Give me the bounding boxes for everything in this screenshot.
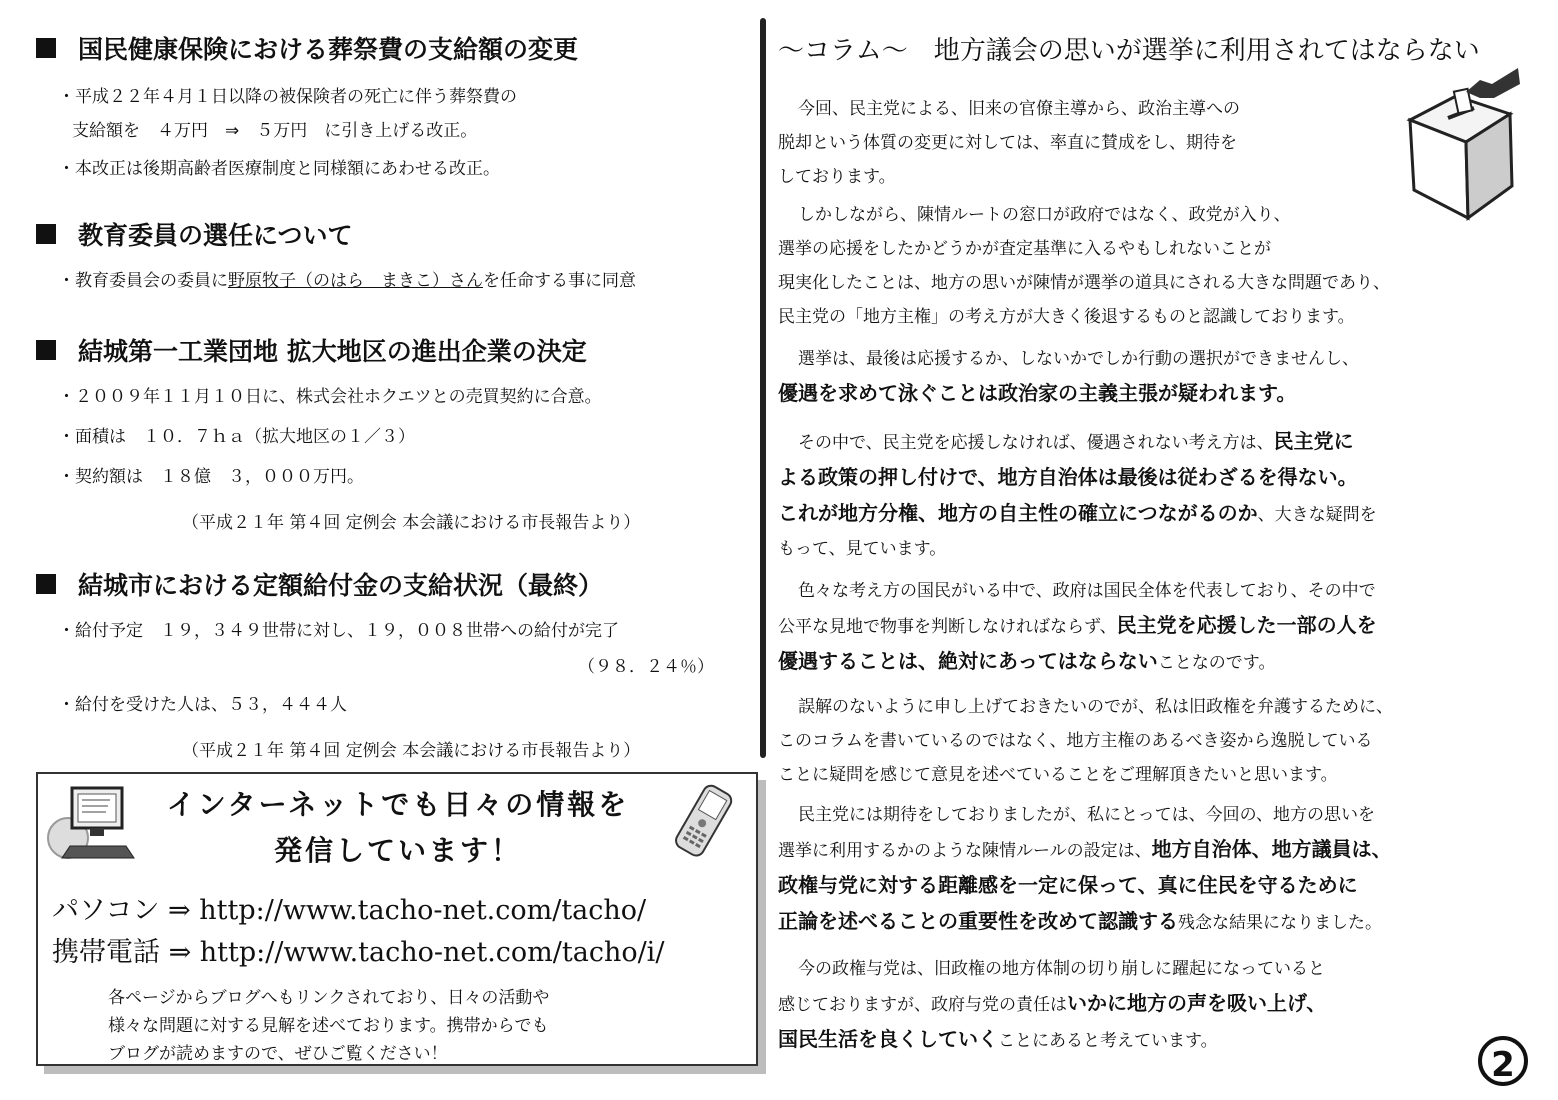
percentage-note: （９８．２４％） xyxy=(578,657,714,677)
section-heading-benefit: 結城市における定額給付金の支給状況（最終） xyxy=(36,566,603,602)
page-number: 2 xyxy=(1478,1036,1528,1086)
square-bullet-icon xyxy=(36,38,56,58)
column-paragraph-6: 誤解のないように申し上げておきたいのでが、私は旧政権を弁護するために、 このコラムを書いているのではなく、地方主権のあるべき姿から逸脱している ことに疑問を感じて意見を述べていることをご理解頂きたいと思います。 xyxy=(778,697,1393,785)
mobile-phone-icon xyxy=(664,782,744,862)
internet-info-box xyxy=(36,772,758,1066)
section-heading-funeral: 国民健康保険における葬祭費の支給額の変更 xyxy=(36,30,578,66)
list-item: ・２００９年１１月１０日に、株式会社ホクエツとの売買契約に合意。 xyxy=(58,387,602,407)
column-paragraph-4: その中で、民主党を応援しなければ、優遇されない考え方は、民主党に よる政策の押し付けで、地方自治体は最後は従わざるを得ない。 これが地方分権、地方の自主性の確立につながるのか、大きな疑問を もって、見ています。 xyxy=(778,429,1377,559)
internet-note: 各ページからブログへもリンクされており、日々の活動や 様々な問題に対する見解を述べております。携帯からでも ブログが読めますので、ぜひご覧ください！ xyxy=(108,988,550,1064)
column-paragraph-5: 色々な考え方の国民がいる中で、政府は国民全体を代表しており、その中で 公平な見地で物事を判断しなければならず、民主党を応援した一部の人を 優遇することは、絶対にあってはならないことなのです。 xyxy=(778,581,1377,673)
square-bullet-icon xyxy=(36,224,56,244)
source-note: （平成２１年 第４回 定例会 本会議における市長報告より） xyxy=(182,741,641,761)
mobile-url-link[interactable]: 携帯電話 ⇒ http://www.tacho-net.com/tacho/i/ xyxy=(52,937,665,968)
internet-title: インターネットでも日々の情報を 発信しています！ xyxy=(166,788,630,867)
computer-icon xyxy=(46,782,138,866)
column-title: ～コラム～ 地方議会の思いが選挙に利用されてはならない xyxy=(778,36,1480,66)
column-paragraph-1: 今回、民主党による、旧来の官僚主導から、政治主導への 脱却という体質の変更に対しては、率直に賛成をし、期待を しております。 xyxy=(778,99,1240,187)
column-paragraph-2: しかしながら、陳情ルートの窓口が政府ではなく、政党が入り、 選挙の応援をしたかどうかが査定基準に入るやもしれないことが 現実化したことは、地方の思いが陳情が選挙の道具にされる大きな問題であり、 民主党の「地方主権」の考え方が大きく後退するものと認識しております。 xyxy=(778,205,1390,327)
column-paragraph-7: 民主党には期待をしておりましたが、私にとっては、今回の、地方の思いを 選挙に利用するかのような陳情ルールの設定は、地方自治体、地方議員は、 政権与党に対する距離感を一定に保って、真に住民を守るために 正論を述べることの重要性を改めて認識する残念な結果になりました。 xyxy=(778,805,1392,933)
section-heading-industrial-park: 結城第一工業団地 拡大地区の進出企業の決定 xyxy=(36,332,587,368)
square-bullet-icon xyxy=(36,574,56,594)
column-paragraph-3: 選挙は、最後は応援するか、しないかでしか行動の選択ができませんし、 優遇を求めて泳ぐことは政治家の主義主張が疑われます。 xyxy=(778,349,1359,405)
list-item: ・給付を受けた人は、５３，４４４人 xyxy=(58,695,347,715)
column-divider xyxy=(760,18,766,758)
source-note: （平成２１年 第４回 定例会 本会議における市長報告より） xyxy=(182,513,641,533)
list-item: ・教育委員会の委員に野原牧子（のはら まきこ）さんを任命する事に同意 xyxy=(58,271,636,291)
column-paragraph-8: 今の政権与党は、旧政権の地方体制の切り崩しに躍起になっていると 感じておりますが、政府与党の責任はいかに地方の声を吸い上げ、 国民生活を良くしていくことにあると考えています。 xyxy=(778,959,1327,1051)
section-heading-education: 教育委員の選任について xyxy=(36,216,353,252)
list-item: ・本改正は後期高齢者医療制度と同様額にあわせる改正。 xyxy=(58,159,500,179)
list-item: ・給付予定 １９，３４９世帯に対し、１９，００８世帯への給付が完了 xyxy=(58,621,619,641)
list-item: ・契約額は １８億 ３，０００万円。 xyxy=(58,467,364,487)
list-item: ・平成２２年４月１日以降の被保険者の死亡に伴う葬祭費の 支給額を ４万円 ⇒ ５万円 に引き上げる改正。 xyxy=(58,87,517,141)
list-item: ・面積は １０．７ｈａ（拡大地区の１／３） xyxy=(58,427,415,447)
pc-url-link[interactable]: パソコン ⇒ http://www.tacho-net.com/tacho/ xyxy=(52,895,647,926)
square-bullet-icon xyxy=(36,340,56,360)
